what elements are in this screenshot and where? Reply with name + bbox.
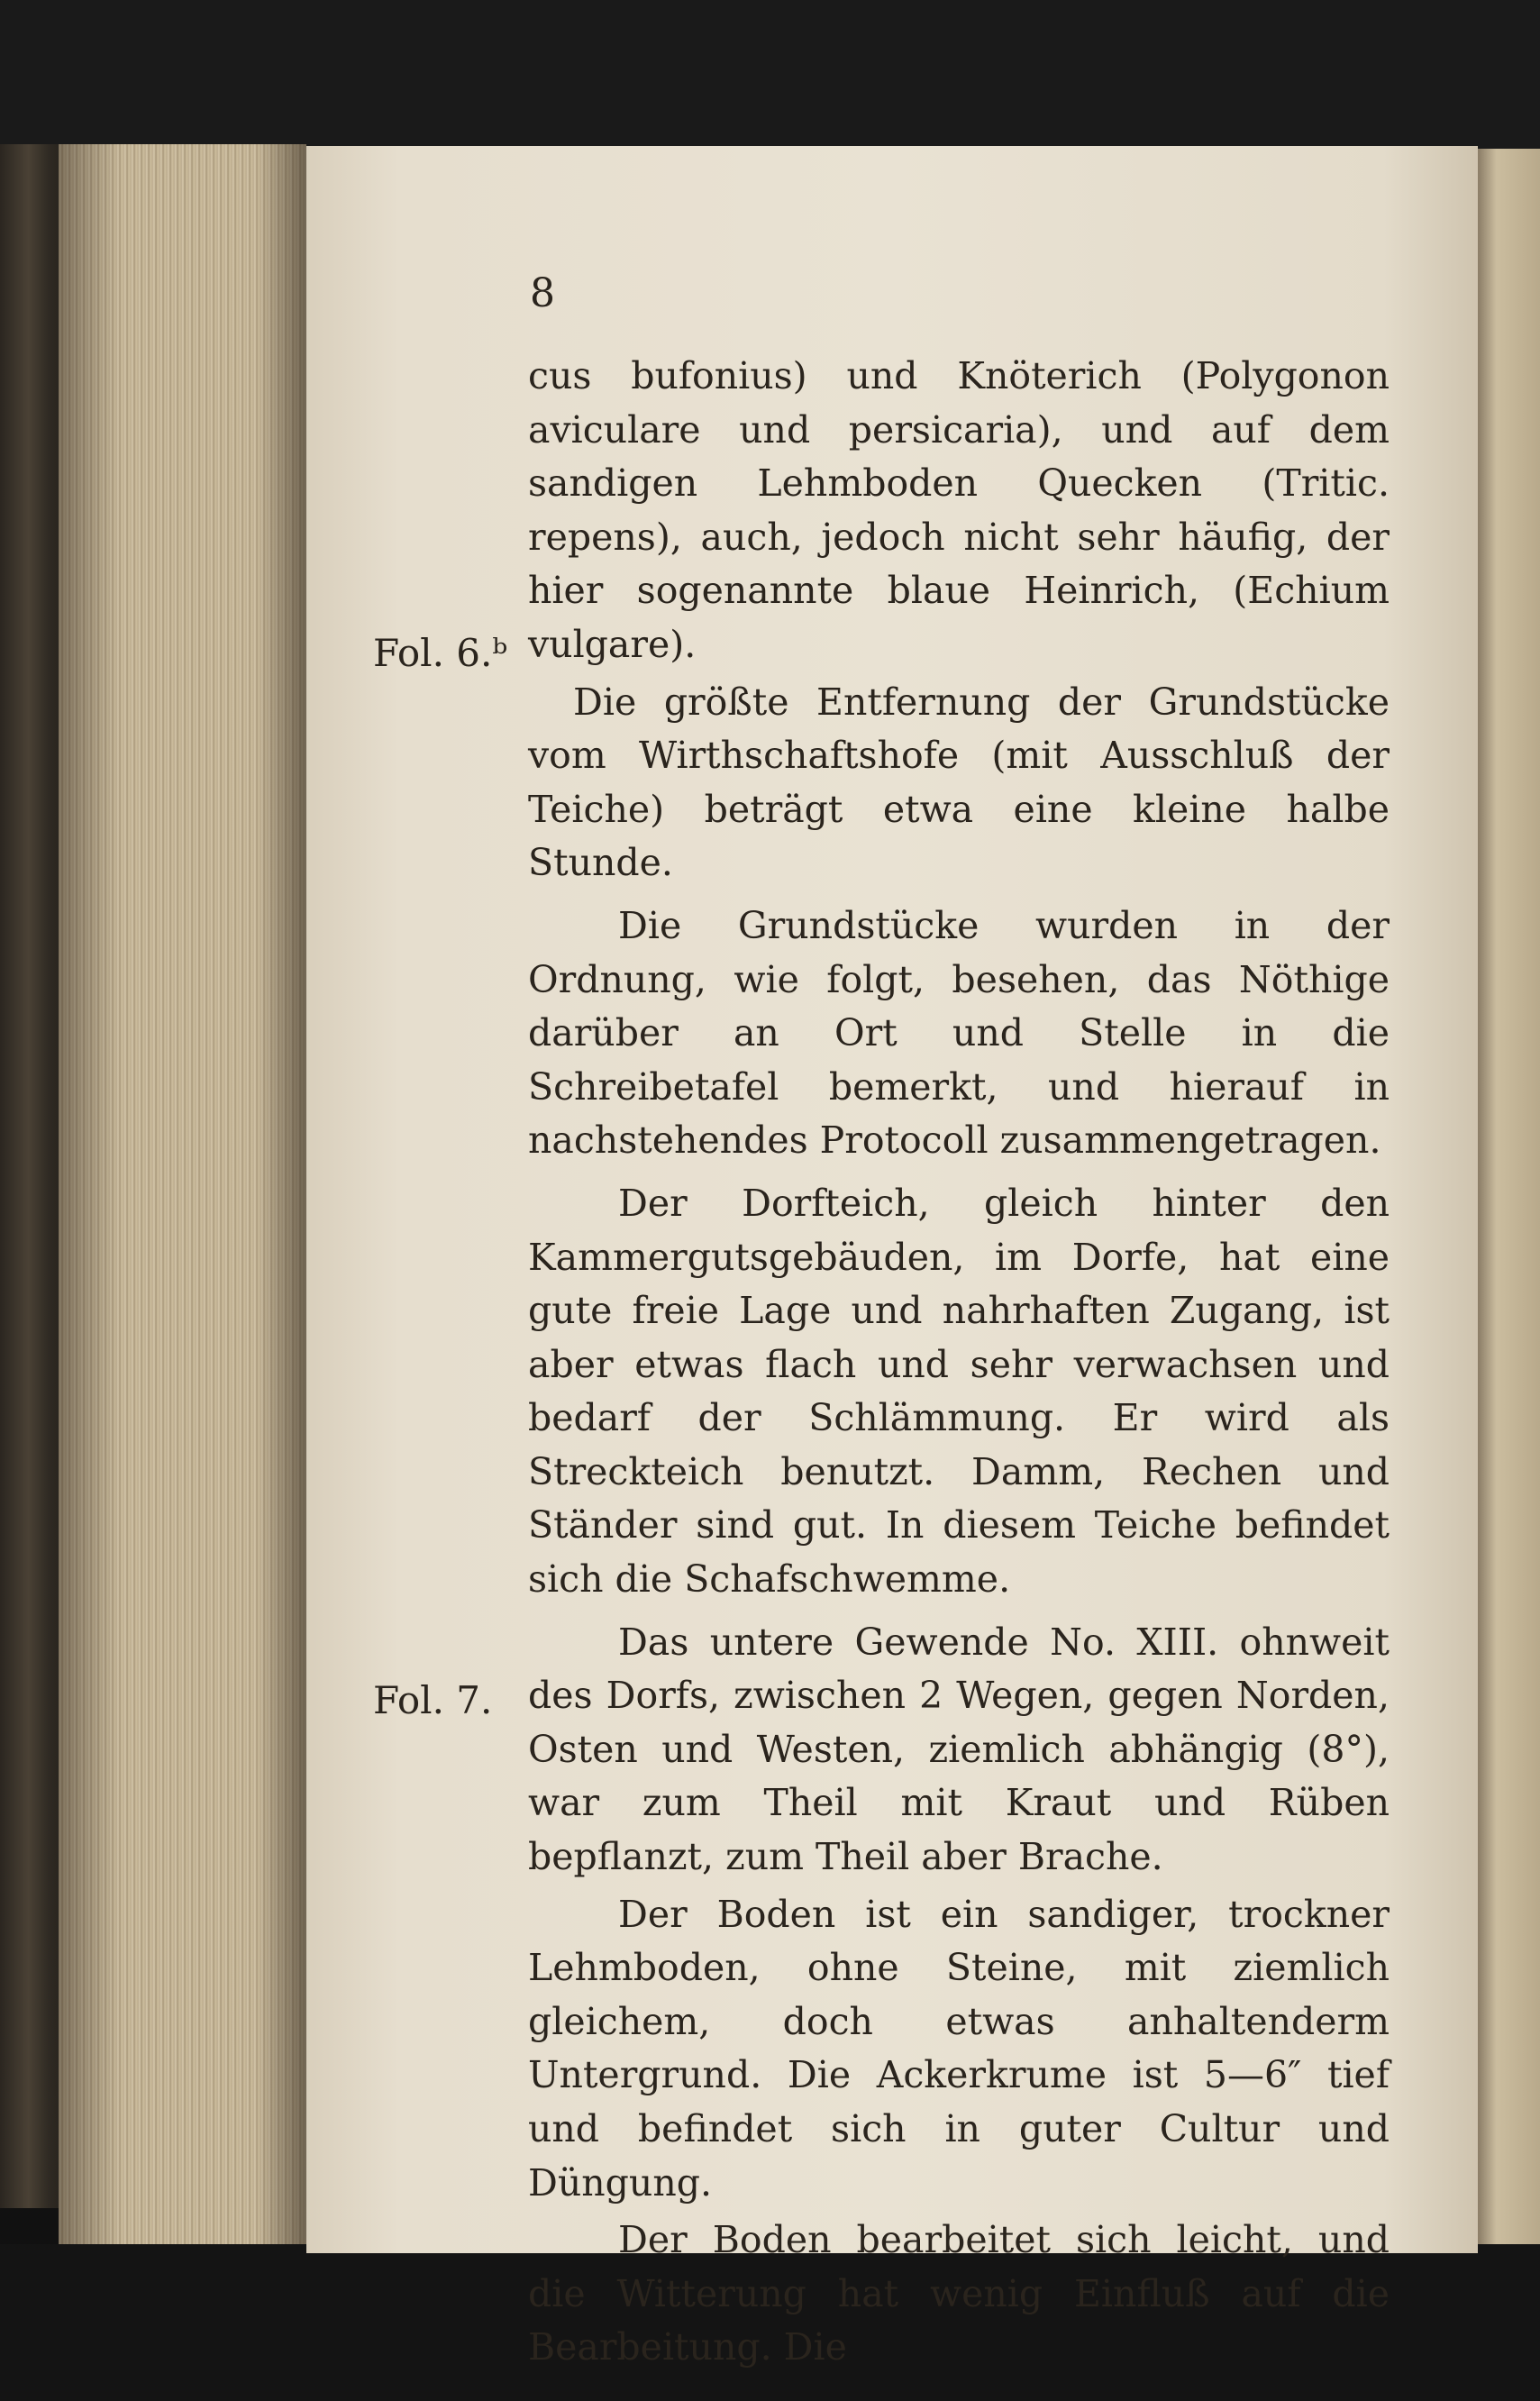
paragraph-5: Das untere Gewende No. XIII. ohnweit des Dorfs, zwischen 2 Wegen, gegen Norden, Osten und Westen, ziemlich abhängig (8°), war zum Theil mit Kraut und Rüben bepflanzt, zum Theil aber Brache. (528, 1620, 1390, 1879)
paragraph-3: Die Grundstücke wurden in der Ordnung, wie folgt, besehen, das Nöthige darüber an Ort und Stelle in die Schreibetafel bemerkt, und hierauf in nachstehendes Protocoll zusammengetragen. (528, 903, 1390, 1163)
page-edges (59, 144, 306, 2253)
paragraph-6: Der Boden ist ein sandiger, trockner Lehmboden, ohne Steine, mit ziemlich gleichem, doch etwas anhaltenderm Untergrund. Die Ackerkrume ist 5—6″ tief und befindet sich in guter Cultur und Düngung. (528, 1892, 1390, 2205)
paragraph-7: Der Boden bearbeitet sich leicht, und die Witterung hat wenig Einfluß auf die Bearbeitung. Die (528, 2218, 1390, 2369)
page-number: 8 (530, 270, 555, 316)
margin-note-fol-7: Fol. 7. (373, 1678, 493, 1722)
body-text (528, 350, 1390, 2375)
paragraph-4: Der Dorfteich, gleich hinter den Kammergutsgebäuden, im Dorfe, hat eine gute freie Lage und nahrhaften Zugang, ist aber etwas flach und sehr verwachsen und bedarf der Schlämmung. Er wird als Streckteich benutzt. Damm, Rechen und Ständer sind gut. In diesem Teiche befindet sich die Schafschwemme. (528, 1181, 1390, 1602)
paragraph-1: cus bufonius) und Knöterich (Polygonon aviculare und persicaria), und auf dem sandigen Lehmboden Quecken (Tritic. repens), auch, jedoch nicht sehr häufig, der hier sogenannte blaue Heinrich, (Echium vulgare). (528, 354, 1390, 666)
background-top (0, 0, 1540, 153)
paragraph-2: Die größte Entfernung der Grundstücke vom Wirthschaftshofe (mit Ausschluß der Teiche) beträgt etwa eine kleine halbe Stunde. (528, 680, 1390, 885)
next-page-edge (1478, 149, 1540, 2258)
margin-note-fol-6b: Fol. 6.ᵇ (373, 631, 508, 675)
